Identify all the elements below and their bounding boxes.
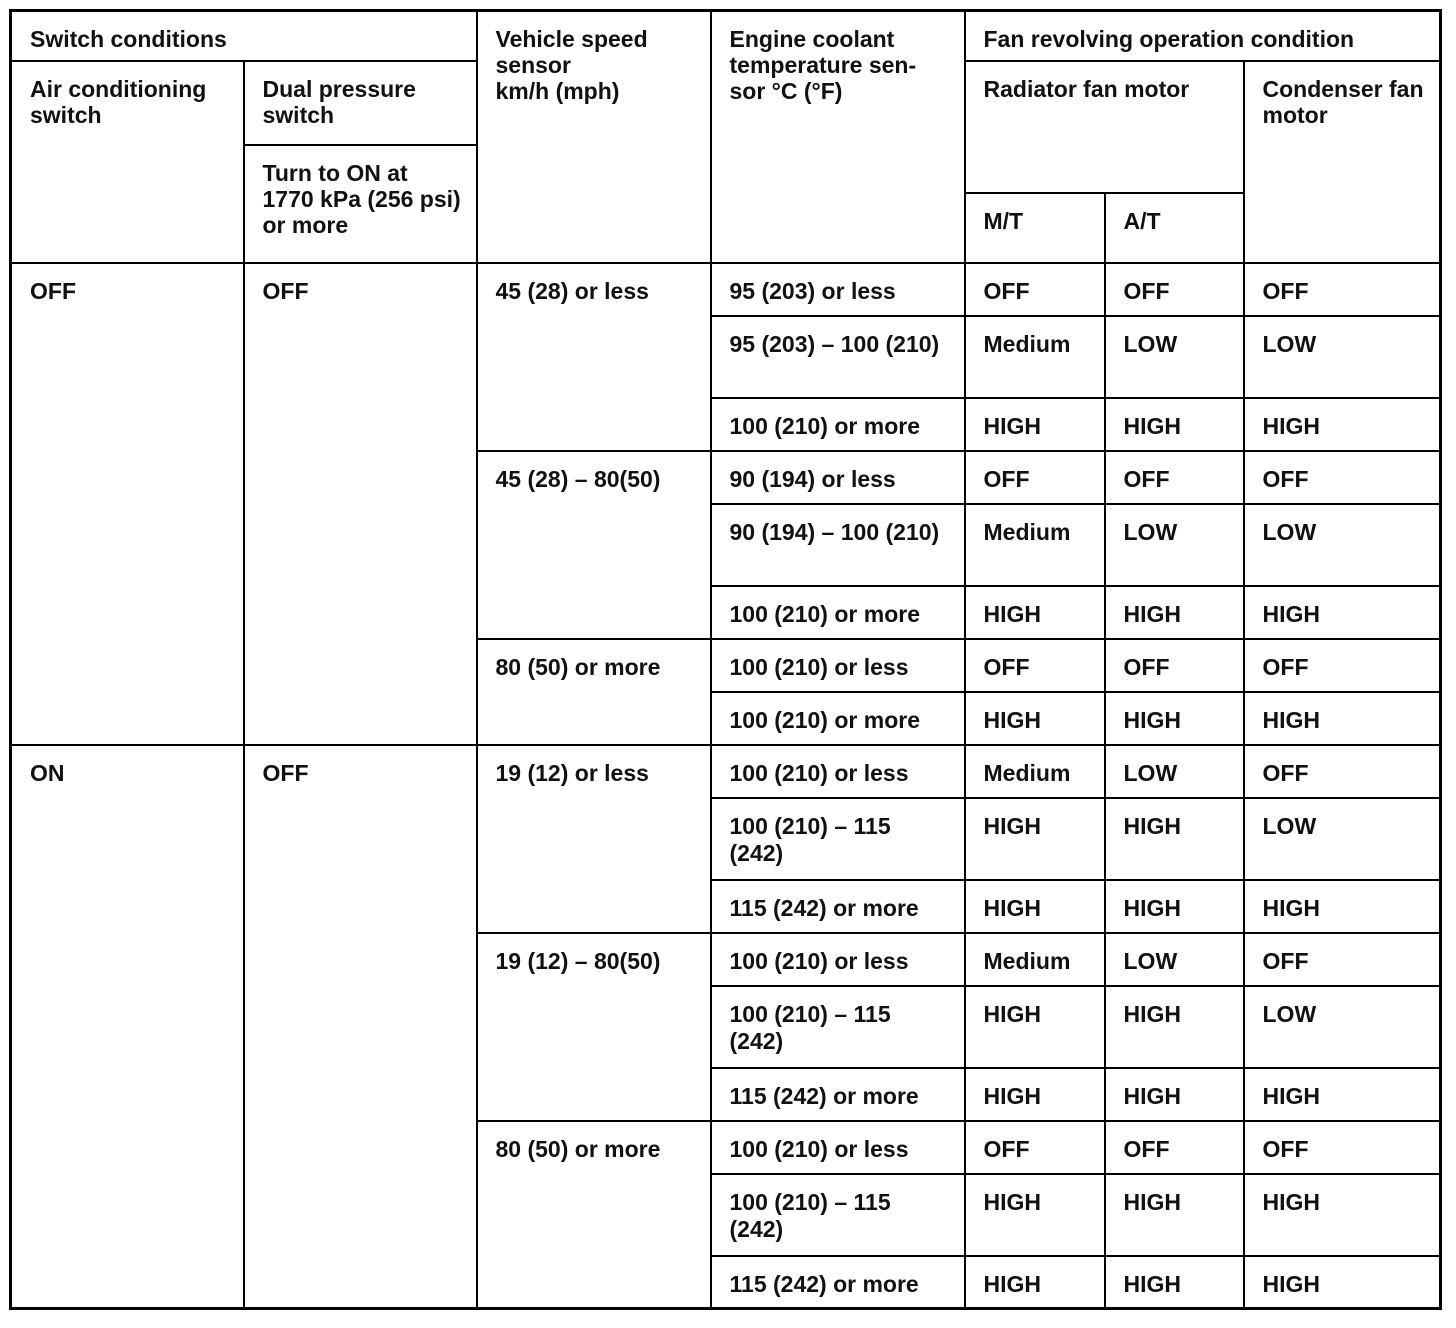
radiator-mt-cell: HIGH xyxy=(965,692,1105,745)
radiator-at-cell: HIGH xyxy=(1105,986,1244,1068)
radiator-at-cell: LOW xyxy=(1105,316,1244,398)
vehicle-speed-header: Vehicle speed sensor km/h (mph) xyxy=(477,11,711,263)
condenser-cell: OFF xyxy=(1244,451,1441,504)
table-row xyxy=(11,263,1441,316)
radiator-at-cell: HIGH xyxy=(1105,880,1244,933)
vehicle-speed-cell: 80 (50) or more xyxy=(477,1121,711,1309)
radiator-at-cell: HIGH xyxy=(1105,1174,1244,1256)
coolant-temp-cell: 100 (210) or less xyxy=(711,745,965,798)
radiator-at-cell: HIGH xyxy=(1105,798,1244,880)
condenser-cell: OFF xyxy=(1244,263,1441,316)
coolant-temp-cell: 100 (210) or less xyxy=(711,639,965,692)
radiator-fan-header: Radiator fan motor xyxy=(965,61,1244,193)
dual-pressure-cell: OFF xyxy=(244,745,477,1309)
dual-pressure-cell: OFF xyxy=(244,263,477,745)
coolant-temp-cell: 95 (203) or less xyxy=(711,263,965,316)
coolant-temp-cell: 115 (242) or more xyxy=(711,1256,965,1309)
radiator-at-cell: LOW xyxy=(1105,504,1244,586)
coolant-temp-cell: 100 (210) – 115 (242) xyxy=(711,1174,965,1256)
condenser-cell: OFF xyxy=(1244,933,1441,986)
coolant-temp-header: Engine coolant temperature sen-sor °C (°F) xyxy=(711,11,965,263)
radiator-at-cell: OFF xyxy=(1105,1121,1244,1174)
radiator-at-cell: HIGH xyxy=(1105,1068,1244,1121)
coolant-temp-cell: 95 (203) – 100 (210) xyxy=(711,316,965,398)
radiator-mt-cell: OFF xyxy=(965,639,1105,692)
coolant-temp-cell: 100 (210) or more xyxy=(711,398,965,451)
radiator-mt-cell: Medium xyxy=(965,504,1105,586)
vehicle-speed-cell: 45 (28) or less xyxy=(477,263,711,451)
condenser-cell: LOW xyxy=(1244,798,1441,880)
condenser-cell: LOW xyxy=(1244,316,1441,398)
condenser-cell: HIGH xyxy=(1244,880,1441,933)
radiator-at-cell: HIGH xyxy=(1105,1256,1244,1309)
condenser-cell: OFF xyxy=(1244,639,1441,692)
radiator-at-cell: HIGH xyxy=(1105,586,1244,639)
radiator-mt-cell: Medium xyxy=(965,745,1105,798)
radiator-at-cell: LOW xyxy=(1105,745,1244,798)
radiator-at-cell: OFF xyxy=(1105,451,1244,504)
vehicle-speed-cell: 19 (12) or less xyxy=(477,745,711,933)
fan-condition-header: Fan revolving operation condition xyxy=(965,11,1441,61)
radiator-mt-cell: HIGH xyxy=(965,398,1105,451)
condenser-cell: HIGH xyxy=(1244,1256,1441,1309)
radiator-at-cell: OFF xyxy=(1105,639,1244,692)
coolant-temp-cell: 100 (210) or more xyxy=(711,692,965,745)
condenser-cell: HIGH xyxy=(1244,692,1441,745)
radiator-mt-cell: OFF xyxy=(965,263,1105,316)
radiator-mt-cell: HIGH xyxy=(965,1256,1105,1309)
condenser-cell: OFF xyxy=(1244,745,1441,798)
ac-switch-cell: ON xyxy=(11,745,244,1309)
coolant-temp-cell: 100 (210) or less xyxy=(711,933,965,986)
vehicle-speed-cell: 80 (50) or more xyxy=(477,639,711,745)
mt-header: M/T xyxy=(965,193,1105,263)
ac-switch-header: Air conditioning switch xyxy=(11,61,244,263)
condenser-cell: HIGH xyxy=(1244,398,1441,451)
radiator-at-cell: HIGH xyxy=(1105,692,1244,745)
coolant-temp-cell: 115 (242) or more xyxy=(711,880,965,933)
vehicle-speed-cell: 45 (28) – 80(50) xyxy=(477,451,711,639)
radiator-at-cell: HIGH xyxy=(1105,398,1244,451)
switch-conditions-header: Switch conditions xyxy=(11,11,477,61)
coolant-temp-cell: 115 (242) or more xyxy=(711,1068,965,1121)
radiator-mt-cell: HIGH xyxy=(965,880,1105,933)
condenser-cell: HIGH xyxy=(1244,1174,1441,1256)
at-header: A/T xyxy=(1105,193,1244,263)
condenser-cell: LOW xyxy=(1244,504,1441,586)
condenser-cell: OFF xyxy=(1244,1121,1441,1174)
coolant-temp-cell: 90 (194) or less xyxy=(711,451,965,504)
coolant-temp-cell: 90 (194) – 100 (210) xyxy=(711,504,965,586)
condenser-fan-header: Condenser fan motor xyxy=(1244,61,1441,263)
radiator-mt-cell: HIGH xyxy=(965,1174,1105,1256)
coolant-temp-cell: 100 (210) or less xyxy=(711,1121,965,1174)
coolant-temp-cell: 100 (210) – 115 (242) xyxy=(711,986,965,1068)
radiator-mt-cell: OFF xyxy=(965,451,1105,504)
radiator-at-cell: OFF xyxy=(1105,263,1244,316)
dual-pressure-note: Turn to ON at 1770 kPa (256 psi) or more xyxy=(244,145,477,263)
radiator-mt-cell: Medium xyxy=(965,933,1105,986)
condenser-cell: HIGH xyxy=(1244,586,1441,639)
radiator-mt-cell: HIGH xyxy=(965,1068,1105,1121)
radiator-mt-cell: HIGH xyxy=(965,986,1105,1068)
condenser-cell: LOW xyxy=(1244,986,1441,1068)
coolant-temp-cell: 100 (210) or more xyxy=(711,586,965,639)
radiator-mt-cell: Medium xyxy=(965,316,1105,398)
condenser-cell: HIGH xyxy=(1244,1068,1441,1121)
radiator-mt-cell: HIGH xyxy=(965,798,1105,880)
fan-operation-table xyxy=(9,9,1442,1310)
radiator-mt-cell: OFF xyxy=(965,1121,1105,1174)
radiator-mt-cell: HIGH xyxy=(965,586,1105,639)
coolant-temp-cell: 100 (210) – 115 (242) xyxy=(711,798,965,880)
table-row xyxy=(11,745,1441,798)
vehicle-speed-cell: 19 (12) – 80(50) xyxy=(477,933,711,1121)
ac-switch-cell: OFF xyxy=(11,263,244,745)
radiator-at-cell: LOW xyxy=(1105,933,1244,986)
dual-pressure-header: Dual pressure switch xyxy=(244,61,477,145)
